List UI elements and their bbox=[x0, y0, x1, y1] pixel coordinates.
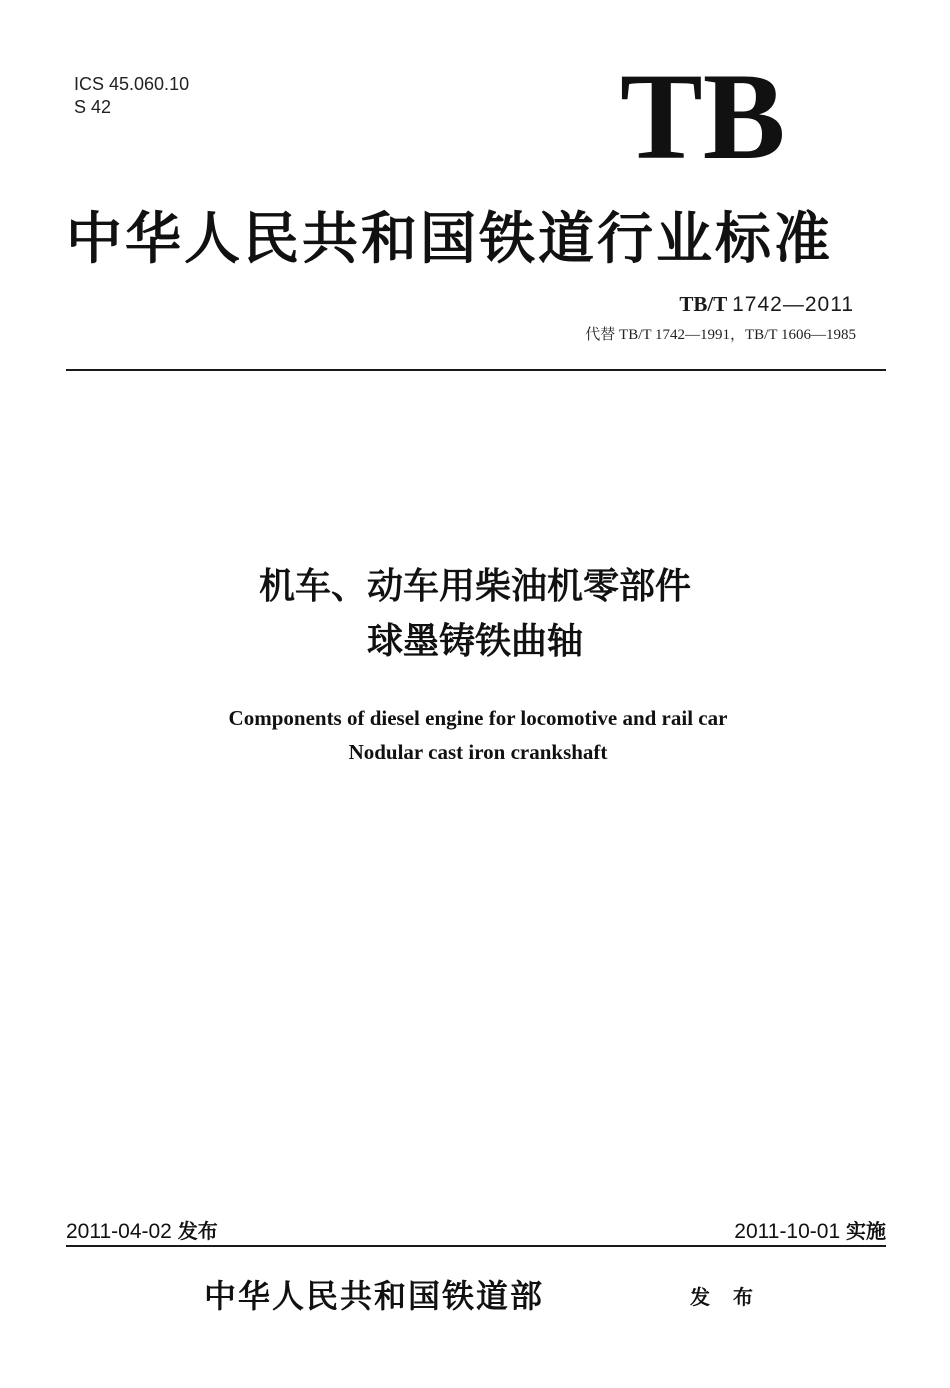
standard-category-title: 中华人民共和国铁道行业标准 bbox=[66, 206, 833, 272]
title-en-line2: Nodular cast iron crankshaft bbox=[348, 740, 608, 764]
classification-code: S 42 bbox=[74, 97, 112, 117]
footer-divider bbox=[66, 1245, 886, 1247]
ics-code: ICS 45.060.10 bbox=[74, 74, 190, 94]
issuing-authority: 中华人民共和国铁道部 bbox=[204, 1277, 545, 1315]
effective-date-label: 实施 bbox=[846, 1219, 886, 1243]
issue-date-label: 发布 bbox=[177, 1219, 218, 1243]
standard-number-value: 1742—2011 bbox=[732, 293, 854, 316]
title-cn-line2: 球墨铸铁曲轴 bbox=[366, 621, 583, 662]
tb-logo: TB bbox=[620, 48, 786, 185]
title-cn-line1: 机车、动车用柴油机零部件 bbox=[258, 566, 691, 607]
issue-date-value: 2011-04-02 bbox=[66, 1220, 172, 1243]
issue-verb: 发 布 bbox=[690, 1285, 761, 1309]
replaces-standards: 代替 TB/T 1742—1991，TB/T 1606—1985 bbox=[585, 327, 856, 343]
effective-date bbox=[734, 1218, 886, 1245]
standard-number bbox=[679, 291, 854, 318]
effective-date-value: 2011-10-01 bbox=[734, 1220, 841, 1243]
title-en-line1: Components of diesel engine for locomotive and rail car bbox=[228, 706, 728, 730]
standard-number-prefix: TB/T bbox=[679, 292, 727, 316]
header-divider bbox=[66, 369, 886, 371]
issue-date bbox=[66, 1218, 218, 1245]
